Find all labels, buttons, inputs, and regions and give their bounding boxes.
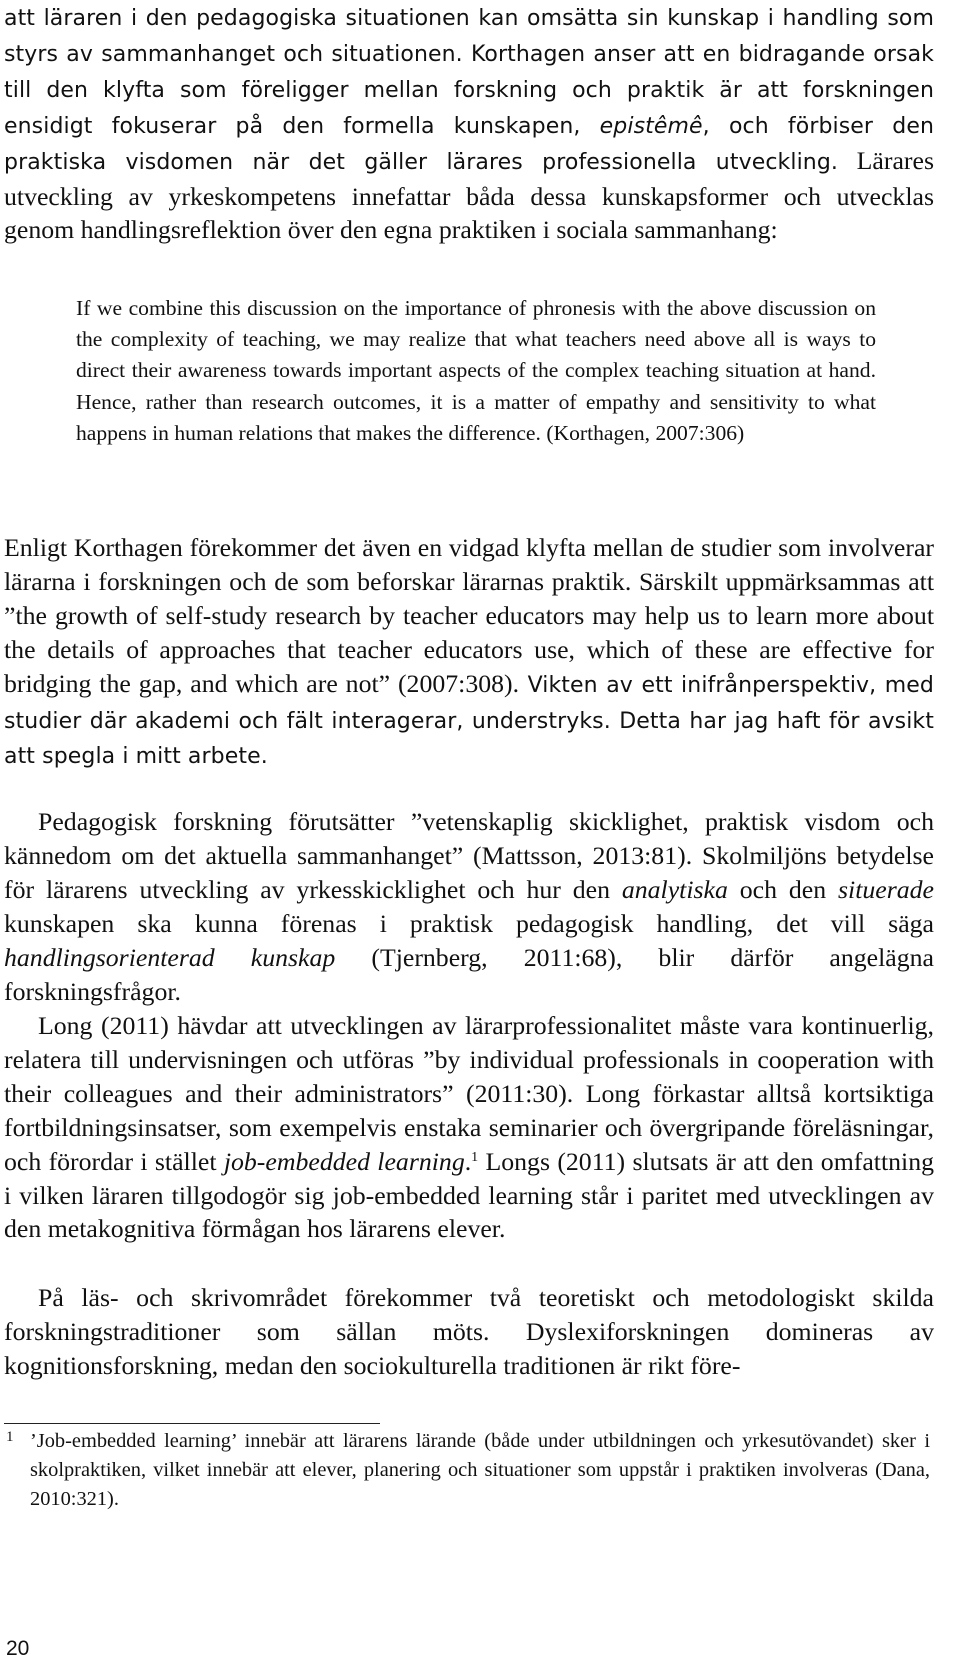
paragraph-las-och-skriv: På läs- och skrivområdet förekommer två teoretiskt och metodologiskt skilda forskningstraditioner som sällan möts. Dyslexiforskningen domineras av kognitionsforskning, medan den sociokulturella traditionen är rikt före-	[4, 1283, 934, 1380]
footnote-divider	[4, 1423, 380, 1424]
paragraph-korthagen: Enligt Korthagen förekommer det även en vidgad klyfta mellan de studier som involverar lärarna i forskningen och de som beforskar lärarnas praktik. Särskilt uppmärksammas att ”the growth of self-study research by teacher educators may help us to learn more about the details of approaches that teacher educators use, which of these are effective for bridging the gap, and which are not” (2007:308). Vikten av ett inifrånperspektiv, med studier där akademi och fält interagerar, understryks. Detta har jag haft för avsikt att spegla i mitt arbete.	[4, 533, 934, 770]
footnote-reference[interactable]: 1	[471, 1149, 479, 1165]
paragraph-intro: att läraren i den pedagogiska situationen kan omsätta sin kunskap i handling som styrs av sammanhanget och situationen. Korthagen anser att en bidragande orsak till den klyfta som föreligger mellan forskning och praktik är att forskningen ensidigt fokuserar på den formella kunskapen, epistêmê, och förbiser den praktiska visdomen när det gäller lärares professionella utveckling. Lärares utveckling av yrkeskompetens innefattar båda dessa kunskapsformer och utvecklas genom handlingsreflektion över den egna praktiken i sociala sammanhang:	[4, 6, 934, 245]
paragraph-pedagogisk-forskning: Pedagogisk forskning förutsätter ”vetenskaplig skicklighet, praktisk visdom och kännedom om det aktuella sammanhanget” (Mattsson, 2013:81). Skolmiljöns betydelse för lärarens utveckling av yrkesskicklighet och hur den analytiska och den situerade kunskapen ska kunna förenas i praktisk pedagogisk handling, det vill säga handlingsorienterad kunskap (Tjernberg, 2011:68), blir därför angelägna forskningsfrågor.	[4, 807, 934, 1006]
footnote-mark: 1	[6, 1429, 14, 1445]
paragraph-long: Long (2011) hävdar att utvecklingen av lärarprofessionalitet måste vara kontinuerlig, relatera till undervisningen och utföras ”by individual professionals in cooperation with their colleagues and their administrators” (2011:30). Long förkastar alltså kortsiktiga fortbildningsinsatser, som exempelvis enstaka seminarier och övergripande föreläsningar, och förordar i stället job-embedded learning.$^1$ Longs (2011) slutsats är att den omfattning i vilken läraren tillgodogör sig job-embedded learning står i paritet med utvecklingen av den metakognitiva förmågan hos lärarens elever.	[4, 1011, 935, 1244]
quote-citation: (Korthagen, 2007:306)	[546, 420, 745, 445]
block-quote: If we combine this discussion on the importance of phronesis with the above discussion on the complexity of teaching, we may realize that what teachers need above all is ways to direct their awareness towards important aspects of the complex teaching situation at hand. Hence, rather than research outcomes, it is a matter of empathy and sensitivity to what happens in human relations that makes the difference. (Korthagen, 2007:306)	[76, 296, 876, 445]
page-number: 20	[6, 1637, 30, 1660]
footnote: 1 ’Job-embedded learning’ innebär att lärarens lärande (både under utbildningen och yrkesutövandet) sker i skolpraktiken, vilket innebär att elever, planering och situationer som uppstår i praktiken involveras (Dana, 2010:321).	[4, 1427, 930, 1514]
